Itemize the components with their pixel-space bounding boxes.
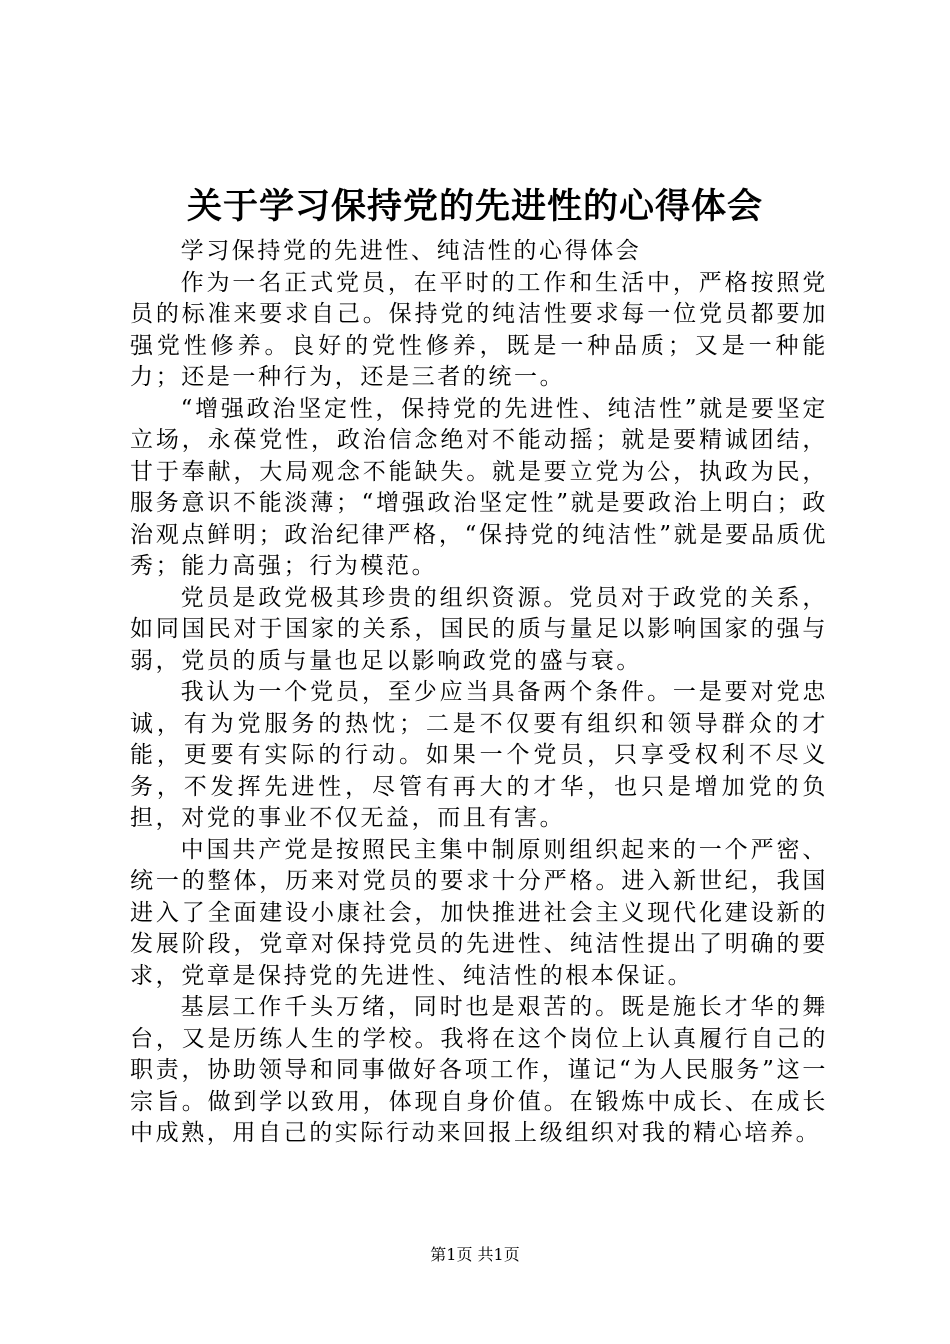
paragraph: 我认为一个党员，至少应当具备两个条件。一是要对党忠诚，有为党服务的热忱；二是不仅要有组织和领导群众的才能，更要有实际的行动。如果一个党员，只享受权利不尽义务，不发挥先进性，尽管有再大的才华，也只是增加党的负担，对党的事业不仅无益，而且有害。 — [130, 679, 828, 831]
paragraph: 党员是政党极其珍贵的组织资源。党员对于政党的关系，如同国民对于国家的关系，国民的质与量足以影响国家的强与弱，党员的质与量也足以影响政党的盛与衰。 — [130, 584, 828, 674]
paragraph: 基层工作千头万绪，同时也是艰苦的。既是施长才华的舞台，又是历练人生的学校。我将在这个岗位上认真履行自己的职责，协助领导和同事做好各项工作，谨记“为人民服务”这一宗旨。做到学以致用，体现自身价值。在锻炼中成长、在成长中成熟，用自己的实际行动来回报上级组织对我的精心培养。 — [130, 994, 828, 1146]
document-title: 关于学习保持党的先进性的心得体会 — [186, 186, 763, 227]
paragraph: “增强政治坚定性，保持党的先进性、纯洁性”就是要坚定立场，永葆党性，政治信念绝对不能动摇；就是要精诚团结，甘于奉献，大局观念不能缺失。就是要立党为公，执政为民，服务意识不能淡薄；“增强政治坚定性”就是要政治上明白；政治观点鲜明；政治纪律严格，“保持党的纯洁性”就是要品质优秀；能力高强；行为模范。 — [130, 395, 828, 579]
page-number-footer: 第1页 共1页 — [430, 1245, 520, 1264]
paragraph-subtitle: 学习保持党的先进性、纯洁性的心得体会 — [180, 238, 642, 264]
paragraph: 作为一名正式党员，在平时的工作和生活中，严格按照党员的标准来要求自己。保持党的纯洁性要求每一位党员都要加强党性修养。良好的党性修养，既是一种品质；又是一种能力；还是一种行为，还是三者的统一。 — [130, 269, 828, 390]
paragraph: 中国共产党是按照民主集中制原则组织起来的一个严密、统一的整体，历来对党员的要求十分严格。进入新世纪，我国进入了全面建设小康社会，加快推进社会主义现代化建设新的发展阶段，党章对保持党员的先进性、纯洁性提出了明确的要求，党章是保持党的先进性、纯洁性的根本保证。 — [130, 836, 828, 989]
document-body — [130, 236, 828, 1150]
